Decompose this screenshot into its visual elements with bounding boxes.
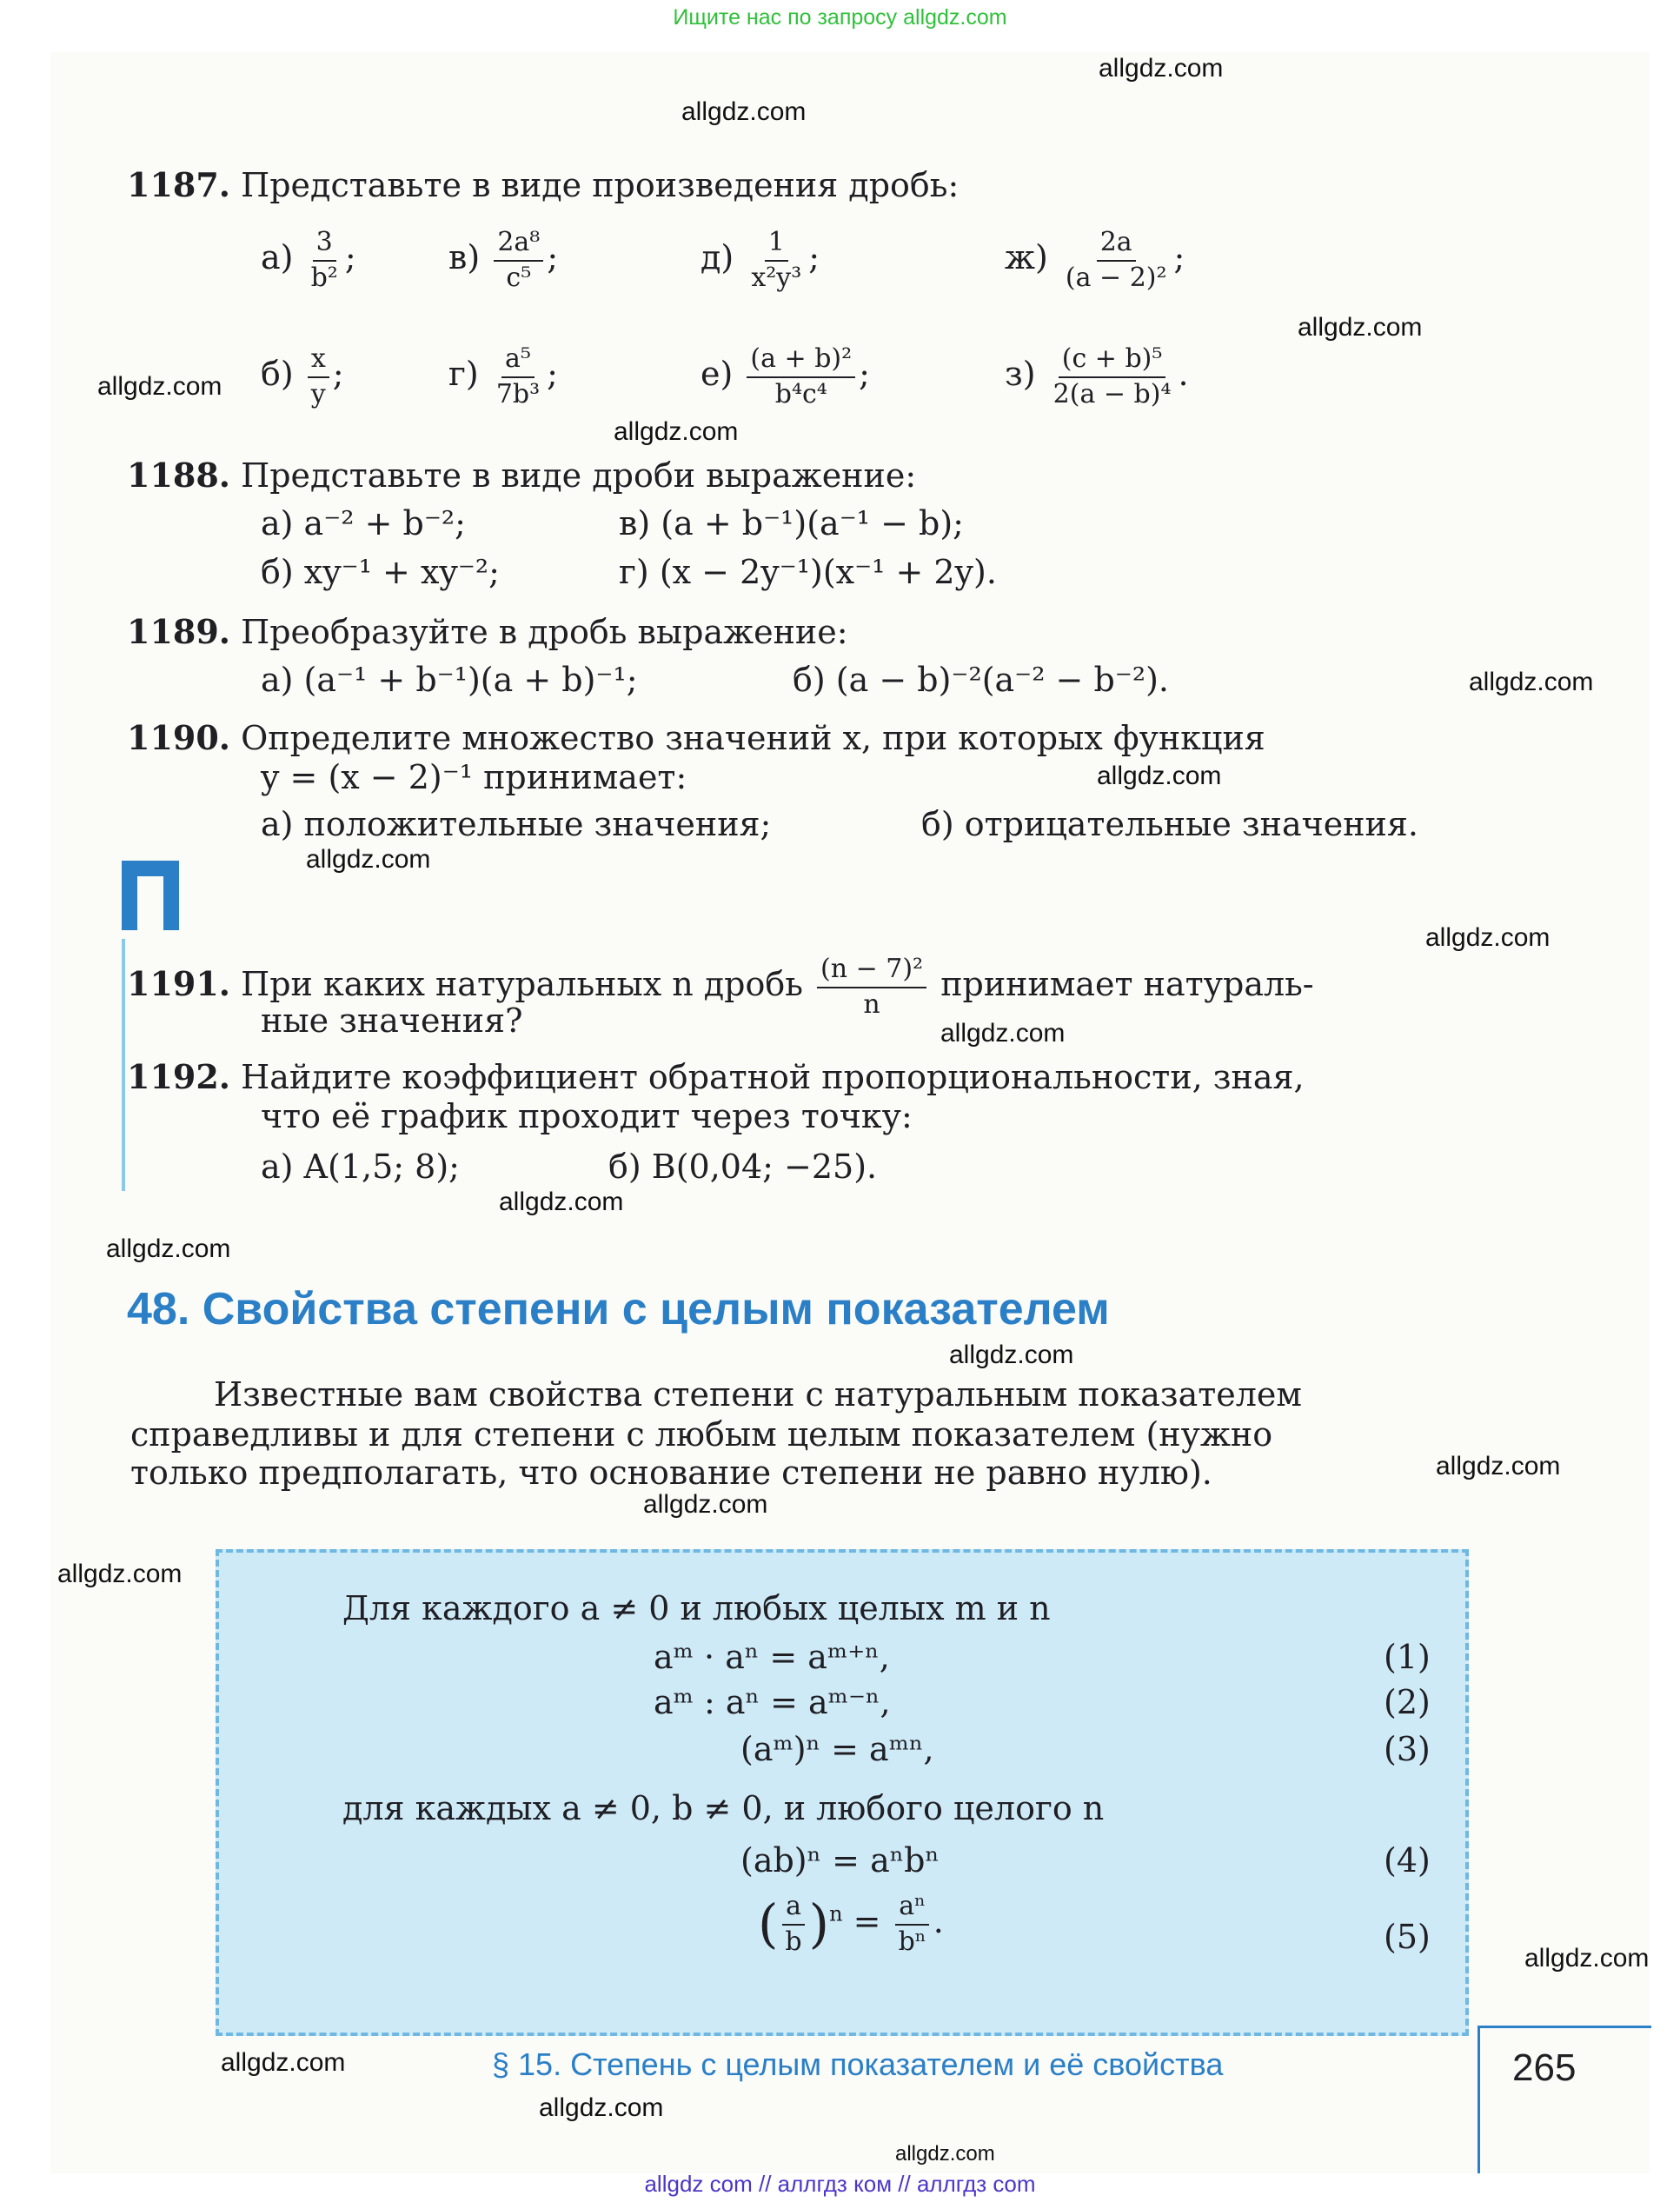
watermark: allgdz.com [643,1490,768,1519]
item-1187-a: а) $\frac{3}{\text{b²}}$ ; [261,227,356,293]
bottom-banner[interactable]: allgdz com // аллгдз ком // аллгдз com [644,2171,1036,2197]
watermark: allgdz.com [539,2093,664,2122]
watermark: allgdz.com [57,1560,183,1588]
exercise-1191-line2: ные значения? [261,1001,523,1040]
exercise-1191-heading: 1191. При каких натуральных n дробь $\frac{\text{(n − 7)²}}{n}$ принимает натураль- [127,954,1314,1020]
p-marker-inner [137,876,163,930]
footer-frame-top [1477,2026,1651,2028]
section-title: 48. Свойства степени с целым показателем [127,1284,1110,1334]
watermark: allgdz.com [1524,1944,1650,1973]
item-1188-b: б) xy⁻¹ + xy⁻²; [261,553,500,591]
item-1187-d: д) $\frac{1}{\text{x²y³}}$ ; [701,227,820,293]
formula-number-3: (3) [1384,1730,1431,1768]
page-number: 265 [1512,2046,1577,2089]
item-1188-a: а) a⁻² + b⁻²; [261,504,466,542]
watermark: allgdz.com [221,2048,346,2077]
item-1187-z: з) $\frac{\text{(c + b)⁵}}{\text{2(a − b)⁴}}$ . [1005,343,1189,409]
formula-number-1: (1) [1384,1638,1431,1676]
watermark: allgdz.com [306,845,431,874]
watermark: allgdz.com [1099,54,1224,83]
item-1188-g: г) (x − 2y⁻¹)(x⁻¹ + 2y). [619,553,997,591]
watermark: allgdz.com [1436,1452,1561,1480]
formula-3: (aᵐ)ⁿ = aᵐⁿ, [740,1730,934,1768]
item-1190-b: б) отрицательные значения. [921,805,1418,843]
watermark: allgdz.com [949,1341,1074,1369]
formula-number-5: (5) [1384,1918,1431,1956]
exercise-1189-heading: 1189. Преобразуйте в дробь выражение: [127,612,848,651]
section-paragraph-line1: Известные вам свойства степени с натуральным показателем [214,1375,1302,1414]
box-intro-1: Для каждого a ≠ 0 и любых целых m и n [342,1589,1051,1627]
item-1187-g: г) $\frac{\text{a⁵}}{\text{7b³}}$ ; [448,343,558,409]
watermark: allgdz.com [106,1234,231,1263]
item-1190-a: а) положительные значения; [261,805,772,843]
section-paragraph-line3: только предполагать, что основание степени не равно нулю). [130,1454,1212,1492]
watermark: allgdz.com [614,417,739,446]
footer-caption: § 15. Степень с целым показателем и её свойства [492,2046,1224,2082]
item-1187-b: б) $\frac{x}{y}$ ; [261,343,344,409]
watermark: allgdz.com [97,372,222,401]
item-1187-v: в) $\frac{\text{2a⁸}}{\text{c⁵}}$ ; [448,227,559,293]
watermark: allgdz.com [1097,762,1222,790]
watermark: allgdz.com [895,2142,995,2166]
item-1189-a: а) (a⁻¹ + b⁻¹)(a + b)⁻¹; [261,661,638,699]
item-1192-a: а) A(1,5; 8); [261,1148,460,1186]
exercise-number: 1187. [127,165,230,204]
top-banner[interactable]: Ищите нас по запросу allgdz.com [673,5,1007,30]
exercise-1187-heading [127,165,959,204]
exercise-1188-heading: 1188. Представьте в виде дроби выражение: [127,456,917,495]
formula-4: (ab)ⁿ = aⁿbⁿ [740,1841,940,1880]
section-paragraph-line2: справедливы и для степени с любым целым показателем (нужно [130,1415,1273,1454]
formula-2: aᵐ : aⁿ = aᵐ⁻ⁿ, [654,1683,891,1721]
item-1189-b: б) (a − b)⁻²(a⁻² − b⁻²). [793,661,1169,699]
item-1187-zh: ж) $\frac{2a}{\text{(a − 2)²}}$ ; [1005,227,1185,293]
watermark: allgdz.com [499,1188,624,1216]
properties-box [216,1549,1469,2036]
exercise-text: Представьте в виде произведения дробь: [241,166,960,204]
item-1192-b: б) B(0,04; −25). [608,1148,878,1186]
formula-1: aᵐ · aⁿ = aᵐ⁺ⁿ, [654,1638,890,1676]
formula-number-4: (4) [1384,1841,1431,1880]
watermark: allgdz.com [940,1019,1066,1048]
watermark: allgdz.com [1298,313,1423,342]
watermark: allgdz.com [681,97,807,126]
exercise-1190-line2: y = (x − 2)⁻¹ принимает: [261,758,687,796]
box-intro-2: для каждых a ≠ 0, b ≠ 0, и любого целого n [342,1789,1105,1827]
footer-frame [1477,2026,1480,2173]
item-1187-e: е) $\frac{\text{(a + b)²}}{\text{b⁴c⁴}}$ ; [701,343,870,409]
exercise-1192-line2: что её график проходит через точку: [261,1097,913,1135]
watermark: allgdz.com [1469,668,1594,696]
item-1188-v: в) (a + b⁻¹)(a⁻¹ − b); [619,504,964,542]
formula-5: ( $\frac{a}{b}$ )$^n$ = $\frac{\text{aⁿ}}{\text{bⁿ}}$ . [758,1891,944,1957]
margin-line [122,939,125,1191]
watermark: allgdz.com [1425,923,1551,952]
exercise-1190-heading: 1190. Определите множество значений x, при которых функция [127,718,1265,757]
exercise-1192-heading: 1192. Найдите коэффициент обратной пропорциональности, зная, [127,1057,1305,1096]
formula-number-2: (2) [1384,1683,1431,1721]
